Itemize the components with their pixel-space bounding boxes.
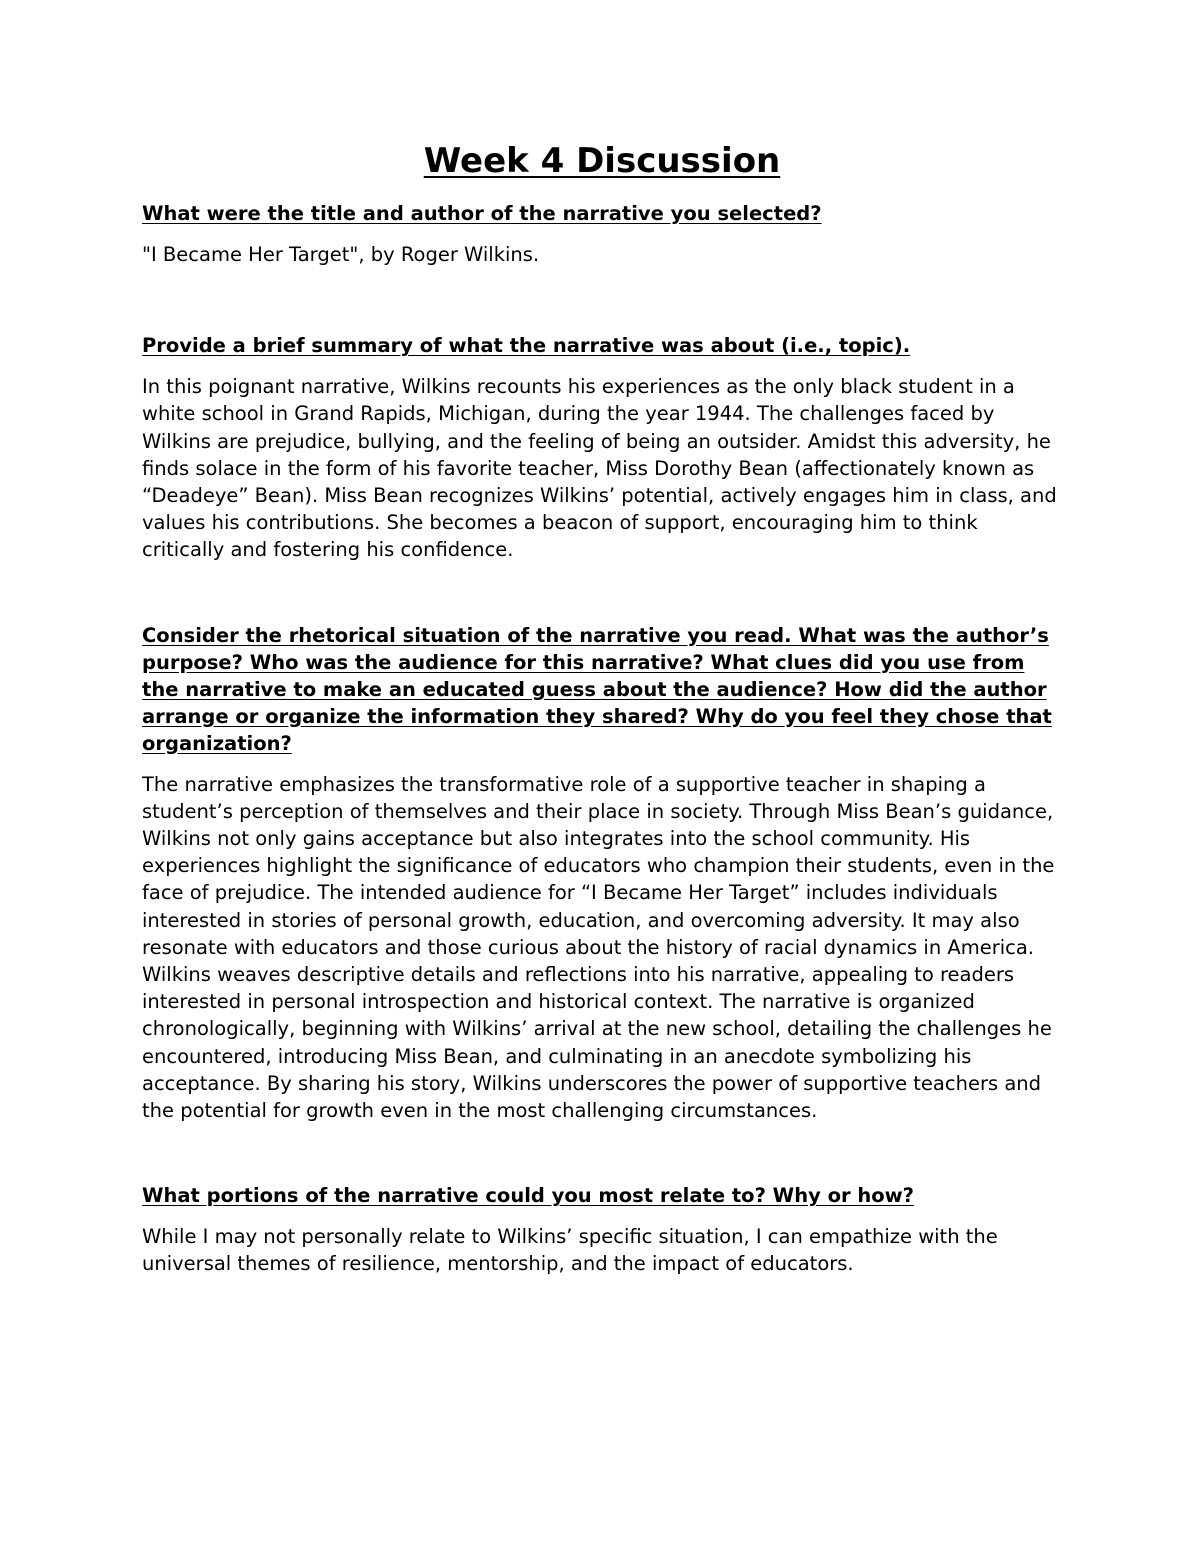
question-title-author: What were the title and author of the narrative you selected? [142,202,822,225]
answer-rhetorical-situation: The narrative emphasizes the transformative role of a supportive teacher in shaping a student’s perception of themselves and their place in society. Through Miss Bean’s guidance, Wilkins not only gains acceptance but also integrates into the school community. His experiences highlight the significance of educators who champion their students, even in the face of prejudice. The intended audience for “I Became Her Target” includes individuals interested in stories of personal growth, education, and overcoming adversity. It may also resonate with educators and those curious about the history of racial dynamics in America. Wilkins weaves descriptive details and reflections into his narrative, appealing to readers interested in personal introspection and historical context. The narrative is organized chronologically, beginning with Wilkins’ arrival at the new school, detailing the challenges he encountered, introducing Miss Bean, and culminating in an anecdote symbolizing his acceptance. By sharing his story, Wilkins underscores the power of supportive teachers and the potential for growth even in the most challenging circumstances. [142,772,1055,1123]
question-summary: Provide a brief summary of what the narrative was about (i.e., topic). [142,334,911,358]
question-rhetorical-situation: Consider the rhetorical situation of the narrative you read. What was the author’s purpose? Who was the audience for this narrative? What clues did you use from the narrative to make an educated guess about the audience? How did the author arrange or organize the information they shared? Why do you feel they chose that organization? [142,623,1052,755]
document-title: Week 4 Discussion [423,141,781,181]
answer-relate: While I may not personally relate to Wilkins’ specific situation, I can empathize with the universal themes of resilience, mentorship, and the impact of educators. [142,1225,998,1276]
document-page [142,140,1062,1278]
answer-title-author: "I Became Her Target", by Roger Wilkins. [142,243,540,266]
question-relate: What portions of the narrative could you most relate to? Why or how? [142,1184,914,1208]
answer-summary: In this poignant narrative, Wilkins recounts his experiences as the only black student in a white school in Grand Rapids, Michigan, during the year 1944. The challenges faced by Wilkins are prejudice, bullying, and the feeling of being an outsider. Amidst this adversity, he finds solace in the form of his favorite teacher, Miss Dorothy Bean (affectionately known as “Deadeye” Bean). Miss Bean recognizes Wilkins’ potential, actively engages him in class, and values his contributions. She becomes a beacon of support, encouraging him to think critically and fostering his confidence. [142,375,1057,562]
